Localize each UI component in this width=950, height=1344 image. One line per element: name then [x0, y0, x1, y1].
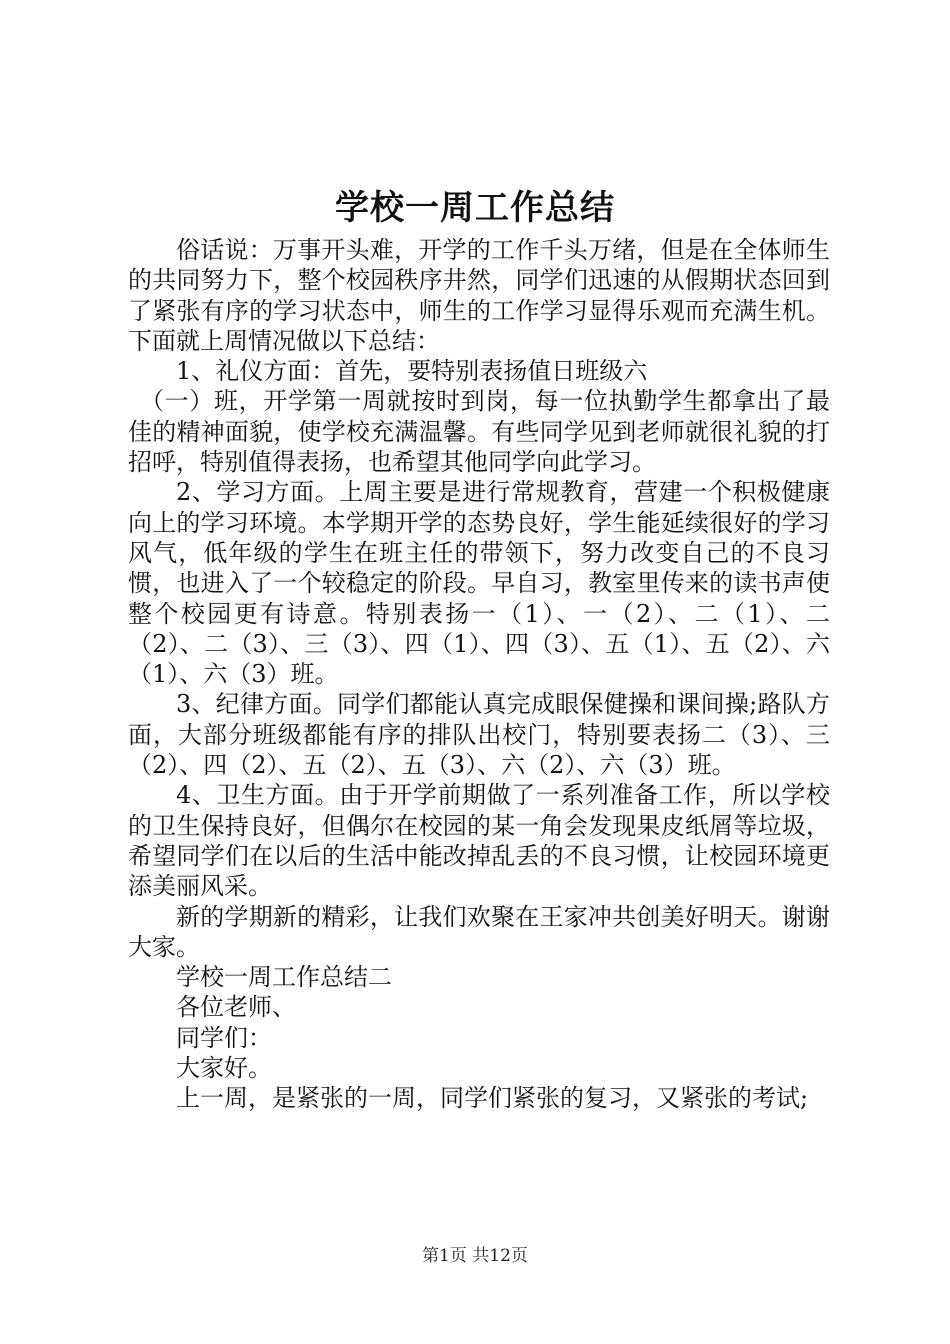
paragraph-last-week: 上一周，是紧张的一周，同学们紧张的复习，又紧张的考试;	[176, 1084, 809, 1113]
paragraph-hello: 大家好。	[176, 1054, 272, 1083]
paragraph-etiquette: 1、礼仪方面：首先，要特别表扬值日班级六	[176, 357, 648, 386]
paragraph-second-title: 学校一周工作总结二	[176, 963, 392, 992]
paragraph-greeting-students: 同学们：	[176, 1023, 272, 1052]
document-title: 学校一周工作总结	[335, 188, 615, 228]
paragraph-discipline: 3、纪律方面。同学们都能认真完成眼保健操和课间操;路队方面，大部分班级都能有序的排队出校门，特别要表扬二（3）、三（2）、四（2）、五（2）、五（3）、六（2）、六（3）班。	[128, 690, 830, 780]
paragraph-closing: 新的学期新的精彩，让我们欢聚在王家冲共创美好明天。谢谢大家。	[128, 902, 830, 961]
paragraph-greeting-teachers: 各位老师、	[176, 993, 296, 1022]
page-number-footer: 第1页 共12页	[422, 1246, 528, 1266]
document-body	[128, 235, 830, 1114]
paragraph-hygiene: 4、卫生方面。由于开学前期做了一系列准备工作，所以学校的卫生保持良好，但偶尔在校园的某一角会发现果皮纸屑等垃圾，希望同学们在以后的生活中能改掉乱丢的不良习惯，让校园环境更添美丽风采。	[128, 781, 830, 901]
paragraph-intro: 俗话说：万事开头难，开学的工作千头万绪，但是在全体师生的共同努力下，整个校园秩序井然，同学们迅速的从假期状态回到了紧张有序的学习状态中，师生的工作学习显得乐观而充满生机。下面就上周情况做以下总结：	[128, 236, 830, 355]
paragraph-etiquette-continued: （一）班，开学第一周就按时到岗，每一位执勤学生都拿出了最佳的精神面貌，使学校充满温馨。有些同学见到老师就很礼貌的打招呼，特别值得表扬，也希望其他同学向此学习。	[128, 387, 830, 477]
paragraph-study: 2、学习方面。上周主要是进行常规教育，营建一个积极健康向上的学习环境。本学期开学的态势良好，学生能延续很好的学习风气，低年级的学生在班主任的带领下，努力改变自己的不良习惯，也进入了一个较稳定的阶段。早自习，教室里传来的读书声使整个校园更有诗意。特别表扬一（1）、一（2）、二（1）、二（2）、二（3）、三（3）、四（1）、四（3）、五（1）、五（2）、六（1）、六（3）班。	[128, 478, 830, 689]
